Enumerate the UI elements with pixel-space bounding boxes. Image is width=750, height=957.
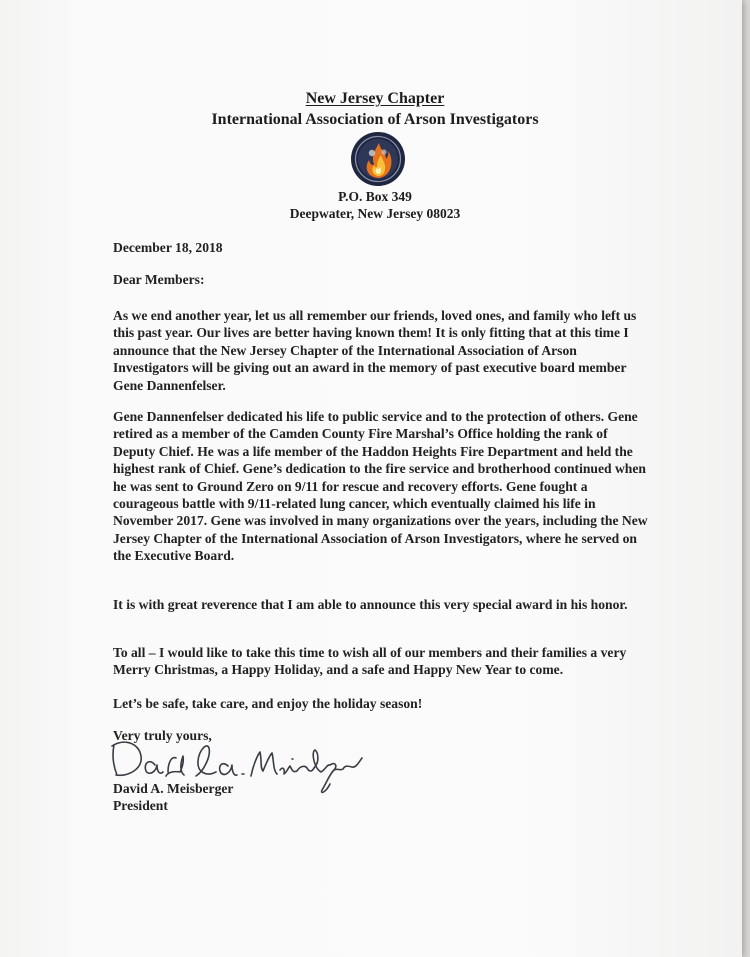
chapter-name: New Jersey Chapter xyxy=(305,90,445,107)
paragraph-closing-wish: Let’s be safe, take care, and enjoy the holiday season! xyxy=(113,696,423,711)
letter-date: December 18, 2018 xyxy=(113,240,223,255)
city-address: Deepwater, New Jersey 08023 xyxy=(289,206,461,221)
signer-title: President xyxy=(113,798,168,813)
association-name: International Association of Arson Investigators xyxy=(211,111,539,128)
paragraph-award: It is with great reverence that I am able to announce this very special award in his honor. xyxy=(113,597,628,612)
signer-name: David A. Meisberger xyxy=(113,781,234,796)
po-box: P.O. Box 349 xyxy=(338,189,412,204)
flame-seal-icon xyxy=(350,131,406,187)
paragraph-biography: Gene Dannenfelser dedicated his life to public service and to the protection of others. Gene retired as a member of the Camden County Fire Marshal’s Office holding the rank of Deputy Chief. He was a life member of the Haddon Heights Fire Department and held the highest rank of Chief. Gene’s dedication to the fire service and brotherhood continued when he was sent to Ground Zero on 9/11 for rescue and recovery efforts. Gene fought a courageous battle with 9/11-related lung cancer, which eventually claimed his life in November 2017. Gene was involved in many organizations over the years, including the New Jersey Chapter of the International Association of Arson Investigators, where he served on the Executive Board. xyxy=(113,409,648,564)
paragraph-remembrance: As we end another year, let us all remember our friends, loved ones, and family who left us this past year. Our lives are better having known them! It is only fitting that at this time I announce that the New Jersey Chapter of the International Association of Arson Investigators will be giving out an award in the memory of past executive board member Gene Dannenfelser. xyxy=(113,308,637,393)
salutation: Dear Members: xyxy=(113,272,205,287)
paragraph-holiday-wishes: To all – I would like to take this time to wish all of our members and their families a very Merry Christmas, a Happy Holiday, and a safe and Happy New Year to come. xyxy=(113,645,627,678)
closing: Very truly yours, xyxy=(113,728,212,743)
